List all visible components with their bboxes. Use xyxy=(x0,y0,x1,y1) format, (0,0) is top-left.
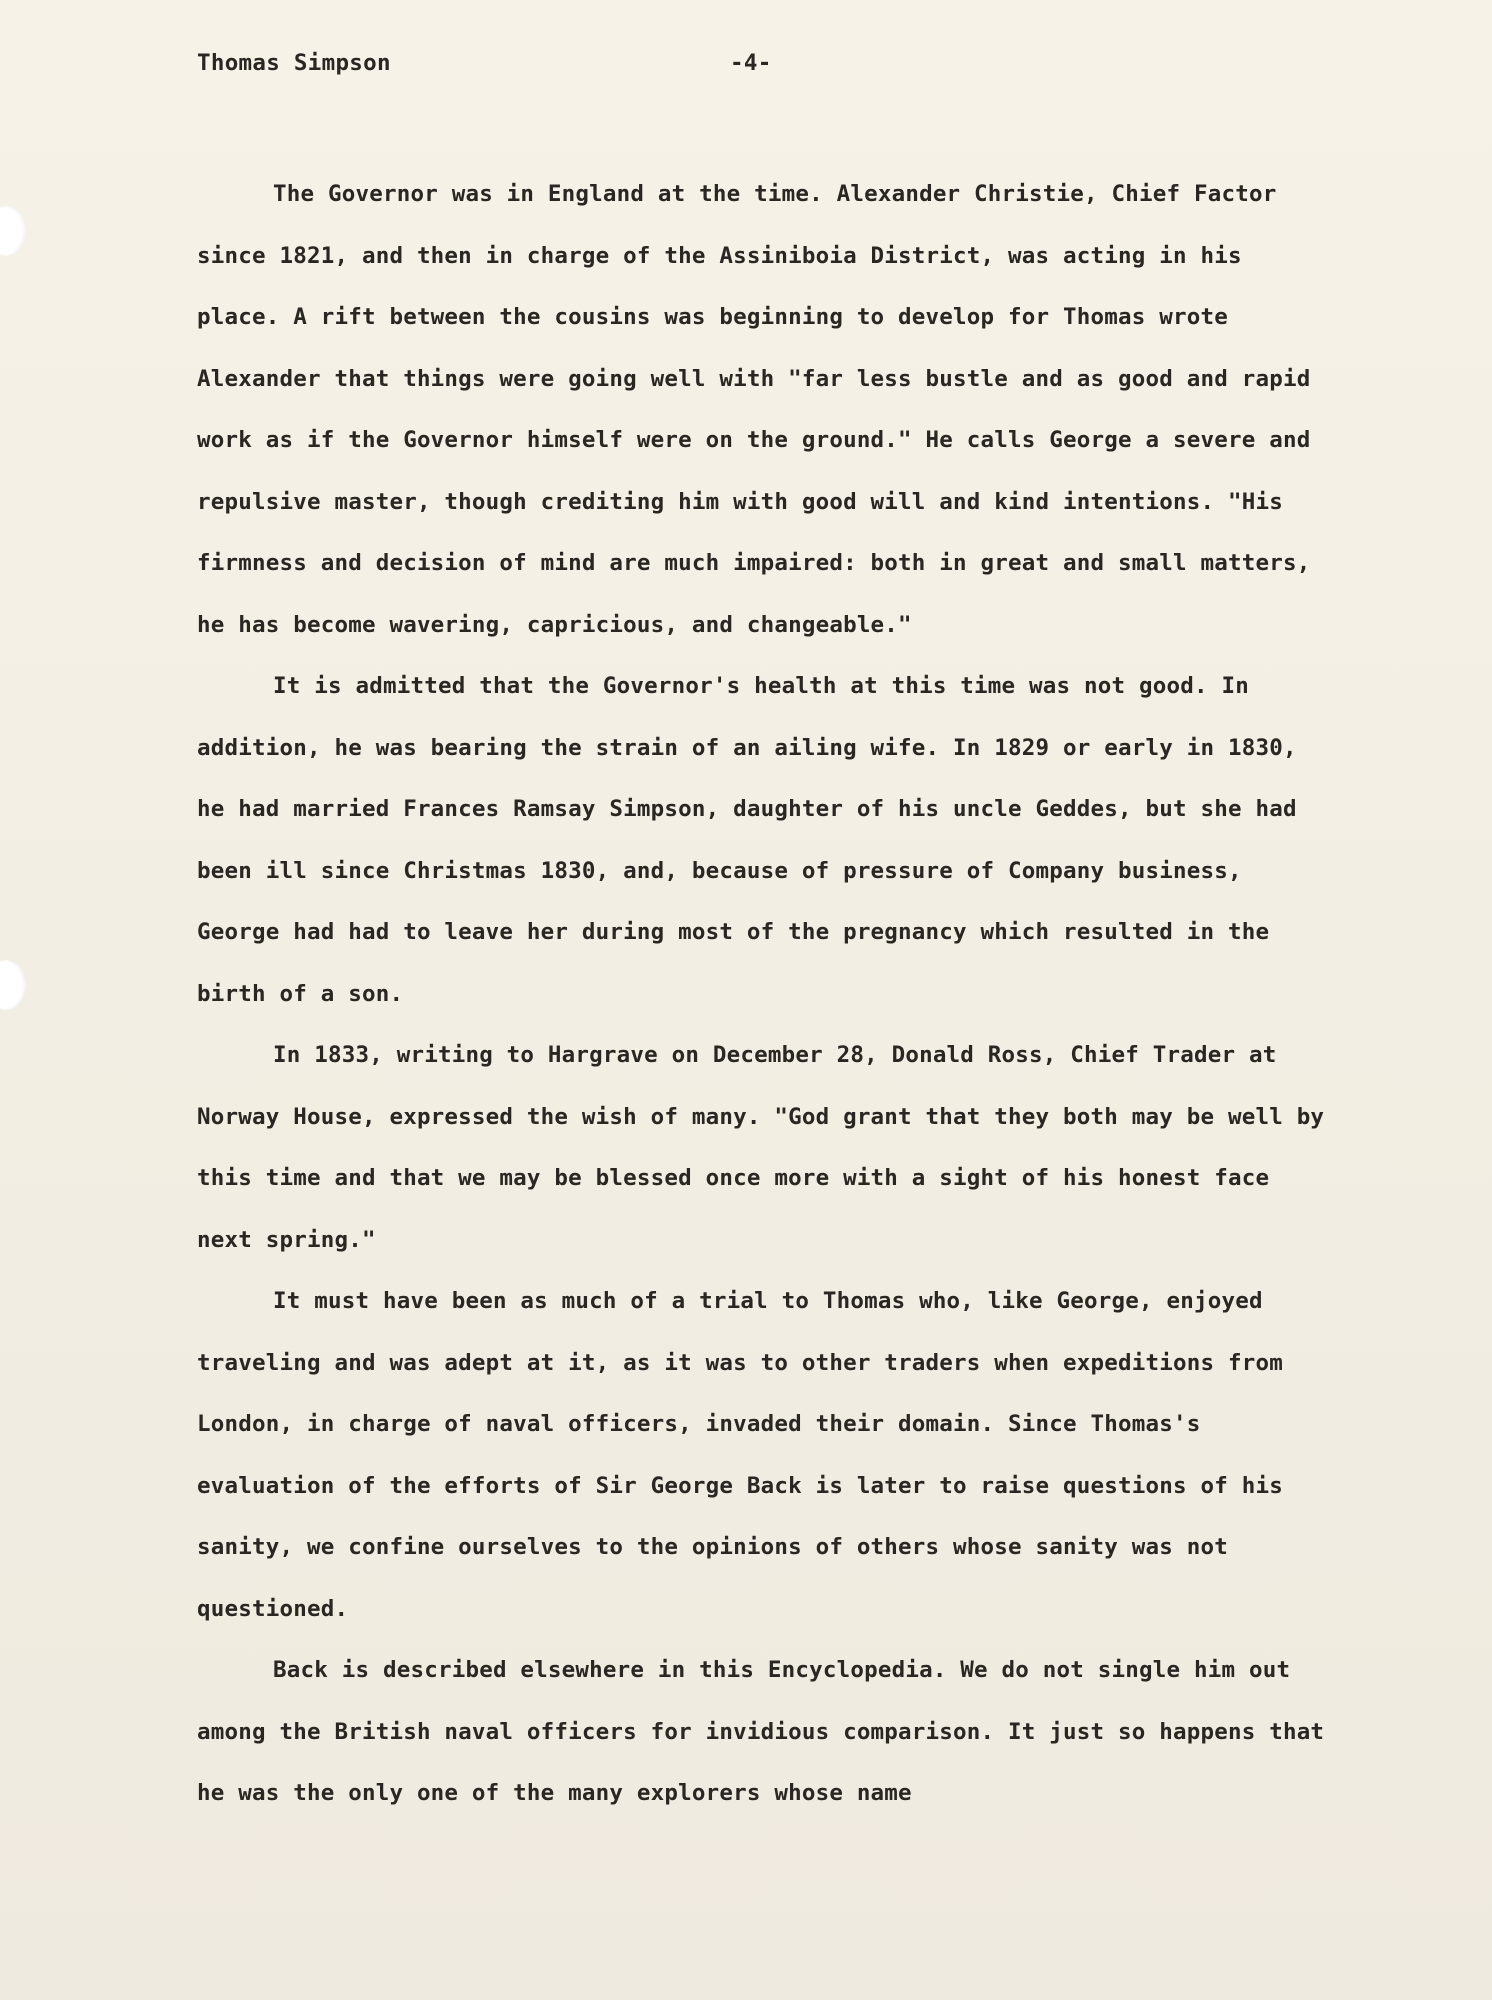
paragraph: It must have been as much of a trial to Thomas who, like George, enjoyed traveling and was adept at it, as it was to other traders when expeditions from London, in charge of naval officers, invaded their domain. Since Thomas's evaluation of the efforts of Sir George Back is later to raise questions of his sanity, we confine ourselves to the opinions of others whose sanity was not questioned. xyxy=(197,1288,1283,1622)
paragraph: It is admitted that the Governor's health at this time was not good. In addition, he was bearing the strain of an ailing wife. In 1829 or early in 1830, he had married Frances Ramsay Simpson, daughter of his uncle Geddes, but she had been ill since Christmas 1830, and, because of pressure of Company business, George had had to leave her during most of the pregnancy which resulted in the birth of a son. xyxy=(197,673,1297,1007)
paragraph: The Governor was in England at the time. Alexander Christie, Chief Factor since 1821, and then in charge of the Assiniboia District, was acting in his place. A rift between the cousins was beginning to develop for Thomas wrote Alexander that things were going well with "far less bustle and as good and rapid work as if the Governor himself were on the ground." He calls George a severe and repulsive master, though crediting him with good will and kind intentions. "His firmness and decision of mind are much impaired: both in great and small matters, he has become wavering, capricious, and changeable." xyxy=(197,181,1311,638)
paragraph: In 1833, writing to Hargrave on December 28, Donald Ross, Chief Trader at Norway House, expressed the wish of many. "God grant that they both may be well by this time and that we may be blessed once more with a sight of his honest face next spring." xyxy=(197,1042,1325,1253)
header-author: Thomas Simpson xyxy=(197,50,391,76)
punch-hole xyxy=(0,206,26,256)
body-text xyxy=(197,164,1327,1825)
paragraph: Back is described elsewhere in this Encyclopedia. We do not single him out among the British naval officers for invidious comparison. It just so happens that he was the only one of the many explorers whose name xyxy=(197,1657,1325,1806)
page-header xyxy=(197,50,1317,86)
page-number: -4- xyxy=(730,50,772,76)
punch-hole xyxy=(0,960,26,1010)
